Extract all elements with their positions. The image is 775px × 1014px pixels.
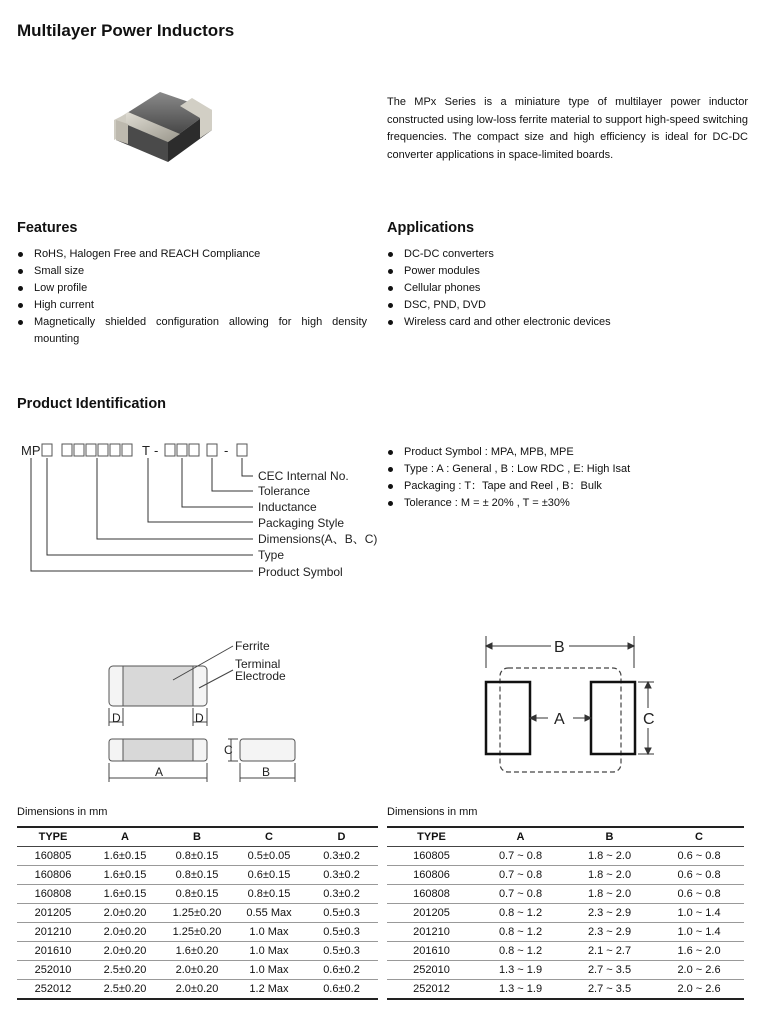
table-row bbox=[17, 904, 378, 923]
product-identification-heading: Product Identification bbox=[17, 396, 167, 412]
table-cell: 2.5±0.20 bbox=[89, 980, 161, 1000]
identification-note-item: Type : A : General , B : Low RDC , E: High Isat bbox=[387, 461, 757, 478]
features-heading: Features bbox=[17, 220, 78, 236]
code-t: T bbox=[142, 443, 150, 458]
terminal-label: Terminal bbox=[235, 657, 281, 671]
table-cell: 160806 bbox=[387, 866, 476, 885]
column-header: A bbox=[89, 827, 161, 847]
applications-heading: Applications bbox=[387, 220, 475, 236]
table-cell: 0.6±0.2 bbox=[305, 961, 378, 980]
code-box bbox=[86, 444, 96, 456]
application-item: DC-DC converters bbox=[387, 246, 747, 263]
table-row bbox=[387, 923, 744, 942]
table-cell: 0.8 ~ 1.2 bbox=[476, 923, 565, 942]
table-cell: 0.7 ~ 0.8 bbox=[476, 885, 565, 904]
code-box bbox=[207, 444, 217, 456]
table-cell: 2.0±0.20 bbox=[89, 904, 161, 923]
table-cell: 0.3±0.2 bbox=[305, 885, 378, 904]
land-dim-a: A bbox=[554, 711, 565, 728]
table-cell: 1.0 ~ 1.4 bbox=[654, 923, 744, 942]
feature-item: High current bbox=[17, 297, 367, 314]
table-cell: 1.8 ~ 2.0 bbox=[565, 866, 654, 885]
series-description: The MPx Series is a miniature type of multilayer power inductor constructed using low-loss ferrite material to support high-speed switching frequencies. The compact size and high efficiency is ideal for DC-DC converter applications in space-limited boards. bbox=[387, 96, 748, 161]
dim-d-right: D bbox=[195, 711, 204, 725]
table-cell: 0.7 ~ 0.8 bbox=[476, 866, 565, 885]
label-cec-internal-no: CEC Internal No. bbox=[258, 469, 349, 483]
table-cell: 0.3±0.2 bbox=[305, 866, 378, 885]
code-dash-2: - bbox=[224, 443, 229, 458]
identification-note-item: Tolerance : M = ± 20% , T = ±30% bbox=[387, 495, 757, 512]
table-row bbox=[17, 885, 378, 904]
table-row bbox=[387, 885, 744, 904]
column-header: B bbox=[565, 827, 654, 847]
table-row bbox=[387, 904, 744, 923]
identification-note-item: Packaging : T：Tape and Reel , B：Bulk bbox=[387, 478, 757, 495]
table-cell: 1.3 ~ 1.9 bbox=[476, 961, 565, 980]
table-cell: 0.6±0.15 bbox=[233, 866, 305, 885]
table-cell: 1.6±0.15 bbox=[89, 847, 161, 866]
table-cell: 0.6 ~ 0.8 bbox=[654, 885, 744, 904]
table-cell: 1.25±0.20 bbox=[161, 923, 233, 942]
table-cell: 0.7 ~ 0.8 bbox=[476, 847, 565, 866]
table-cell: 0.8±0.15 bbox=[161, 885, 233, 904]
application-item: Cellular phones bbox=[387, 280, 747, 297]
code-box bbox=[42, 444, 52, 456]
code-box bbox=[62, 444, 72, 456]
part-number-diagram bbox=[15, 436, 385, 584]
application-item: Wireless card and other electronic devices bbox=[387, 314, 747, 331]
table-cell: 1.0 ~ 1.4 bbox=[654, 904, 744, 923]
product-photo bbox=[108, 86, 218, 168]
table-cell: 0.6 ~ 0.8 bbox=[654, 847, 744, 866]
features-list bbox=[17, 246, 367, 348]
ferrite-label: Ferrite bbox=[235, 639, 270, 653]
table-row bbox=[17, 923, 378, 942]
application-item: DSC, PND, DVD bbox=[387, 297, 747, 314]
table-cell: 252012 bbox=[387, 980, 476, 1000]
identification-note-item: Product Symbol : MPA, MPB, MPE bbox=[387, 444, 757, 461]
table-cell: 2.0 ~ 2.6 bbox=[654, 980, 744, 1000]
dim-b: B bbox=[262, 765, 271, 779]
table-cell: 1.6±0.15 bbox=[89, 866, 161, 885]
column-header: B bbox=[161, 827, 233, 847]
table-cell: 2.0 ~ 2.6 bbox=[654, 961, 744, 980]
code-box bbox=[74, 444, 84, 456]
identification-notes bbox=[387, 444, 757, 512]
chip-dimension-diagram bbox=[100, 630, 300, 790]
table-cell: 0.5±0.05 bbox=[233, 847, 305, 866]
label-type: Type bbox=[258, 548, 285, 562]
table-row bbox=[387, 961, 744, 980]
table-cell: 2.7 ~ 3.5 bbox=[565, 961, 654, 980]
label-product-symbol: Product Symbol bbox=[258, 565, 343, 579]
label-inductance: Inductance bbox=[258, 500, 317, 514]
table-row bbox=[387, 866, 744, 885]
dimensions-table-chip bbox=[17, 826, 378, 1000]
table-row bbox=[387, 847, 744, 866]
table-cell: 2.1 ~ 2.7 bbox=[565, 942, 654, 961]
table-cell: 0.5±0.3 bbox=[305, 942, 378, 961]
table-cell: 160806 bbox=[17, 866, 89, 885]
table-cell: 0.8±0.15 bbox=[233, 885, 305, 904]
code-box bbox=[122, 444, 132, 456]
table-row bbox=[387, 980, 744, 1000]
table-cell: 0.8 ~ 1.2 bbox=[476, 904, 565, 923]
table-cell: 201610 bbox=[17, 942, 89, 961]
table-cell: 2.3 ~ 2.9 bbox=[565, 923, 654, 942]
column-header: C bbox=[654, 827, 744, 847]
label-tolerance: Tolerance bbox=[258, 484, 311, 498]
table-cell: 160808 bbox=[17, 885, 89, 904]
code-box bbox=[165, 444, 175, 456]
table-row bbox=[17, 866, 378, 885]
table-cell: 201205 bbox=[387, 904, 476, 923]
code-box bbox=[177, 444, 187, 456]
table-cell: 2.3 ~ 2.9 bbox=[565, 904, 654, 923]
table-row bbox=[17, 847, 378, 866]
table-cell: 0.3±0.2 bbox=[305, 847, 378, 866]
column-header: C bbox=[233, 827, 305, 847]
feature-item: Low profile bbox=[17, 280, 367, 297]
electrode-label: Electrode bbox=[235, 669, 286, 683]
label-dimensions: Dimensions(A、B、C) bbox=[258, 532, 378, 546]
table-cell: 201610 bbox=[387, 942, 476, 961]
table-cell: 0.5±0.3 bbox=[305, 904, 378, 923]
table-cell: 1.0 Max bbox=[233, 961, 305, 980]
table-cell: 1.6±0.20 bbox=[161, 942, 233, 961]
table-cell: 1.3 ~ 1.9 bbox=[476, 980, 565, 1000]
dimensions-table-land bbox=[387, 826, 744, 1000]
code-box bbox=[237, 444, 247, 456]
land-dim-c: C bbox=[643, 711, 655, 728]
application-item: Power modules bbox=[387, 263, 747, 280]
code-prefix: MP bbox=[21, 443, 41, 458]
table-cell: 2.7 ~ 3.5 bbox=[565, 980, 654, 1000]
column-header: TYPE bbox=[387, 827, 476, 847]
table-cell: 2.0±0.20 bbox=[161, 980, 233, 1000]
table-cell: 160805 bbox=[17, 847, 89, 866]
table-cell: 252010 bbox=[17, 961, 89, 980]
left-table-caption: Dimensions in mm bbox=[17, 806, 108, 818]
table-cell: 160805 bbox=[387, 847, 476, 866]
table-cell: 0.8±0.15 bbox=[161, 866, 233, 885]
table-cell: 0.8±0.15 bbox=[161, 847, 233, 866]
dim-c: C bbox=[224, 743, 233, 757]
table-cell: 201205 bbox=[17, 904, 89, 923]
table-cell: 1.0 Max bbox=[233, 942, 305, 961]
table-cell: 1.8 ~ 2.0 bbox=[565, 847, 654, 866]
table-cell: 1.25±0.20 bbox=[161, 904, 233, 923]
applications-list bbox=[387, 246, 747, 331]
table-cell: 2.5±0.20 bbox=[89, 961, 161, 980]
table-cell: 160808 bbox=[387, 885, 476, 904]
land-pattern-diagram bbox=[478, 632, 668, 782]
table-cell: 201210 bbox=[387, 923, 476, 942]
table-row bbox=[17, 980, 378, 1000]
feature-item: RoHS, Halogen Free and REACH Compliance bbox=[17, 246, 367, 263]
table-cell: 0.5±0.3 bbox=[305, 923, 378, 942]
table-cell: 0.8 ~ 1.2 bbox=[476, 942, 565, 961]
code-box bbox=[98, 444, 108, 456]
column-header: A bbox=[476, 827, 565, 847]
table-cell: 252012 bbox=[17, 980, 89, 1000]
table-cell: 2.0±0.20 bbox=[89, 942, 161, 961]
right-table-caption: Dimensions in mm bbox=[387, 806, 478, 818]
table-cell: 1.6±0.15 bbox=[89, 885, 161, 904]
table-cell: 1.2 Max bbox=[233, 980, 305, 1000]
land-dim-b: B bbox=[554, 639, 565, 656]
feature-item: Small size bbox=[17, 263, 367, 280]
table-cell: 1.0 Max bbox=[233, 923, 305, 942]
table-row bbox=[387, 942, 744, 961]
table-row bbox=[17, 961, 378, 980]
feature-item: Magnetically shielded configuration allowing for high density mounting bbox=[17, 314, 367, 348]
table-cell: 1.6 ~ 2.0 bbox=[654, 942, 744, 961]
table-cell: 2.0±0.20 bbox=[89, 923, 161, 942]
table-cell: 252010 bbox=[387, 961, 476, 980]
table-cell: 201210 bbox=[17, 923, 89, 942]
table-cell: 1.8 ~ 2.0 bbox=[565, 885, 654, 904]
page-title: Multilayer Power Inductors bbox=[17, 21, 235, 40]
table-cell: 0.6±0.2 bbox=[305, 980, 378, 1000]
table-row bbox=[17, 942, 378, 961]
dim-d-left: D bbox=[112, 711, 121, 725]
table-cell: 0.55 Max bbox=[233, 904, 305, 923]
dim-a: A bbox=[155, 765, 164, 779]
code-dash-1: - bbox=[154, 443, 159, 458]
table-cell: 2.0±0.20 bbox=[161, 961, 233, 980]
label-packaging-style: Packaging Style bbox=[258, 516, 345, 530]
table-cell: 0.6 ~ 0.8 bbox=[654, 866, 744, 885]
code-box bbox=[189, 444, 199, 456]
column-header: TYPE bbox=[17, 827, 89, 847]
code-box bbox=[110, 444, 120, 456]
column-header: D bbox=[305, 827, 378, 847]
